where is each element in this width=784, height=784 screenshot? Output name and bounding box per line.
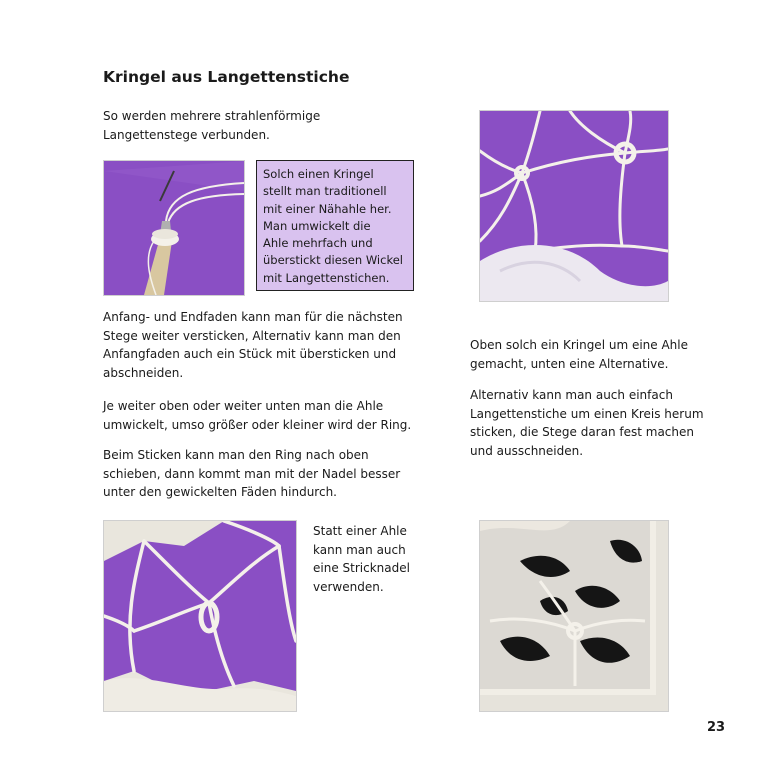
- paragraph-2: Je weiter oben oder weiter unten man die Ahle umwickelt, umso größer oder kleiner wird der Ring.: [103, 399, 412, 432]
- paragraph-3: Beim Sticken kann man den Ring nach oben schieben, dann kommt man mit der Nadel besser unter den gewickelten Fäden hindurch.: [103, 448, 401, 499]
- lace-ring-photo: [479, 110, 669, 302]
- caption-needle: Statt einer Ahle kann man auch eine Stricknadel verwenden.: [313, 524, 410, 594]
- caption-right-top: Oben solch ein Kringel um eine Ahle gemacht, unten eine Alternative.: [470, 338, 688, 371]
- needle-ring-photo: [103, 520, 297, 712]
- callout-box: [256, 160, 414, 291]
- paragraph-1: Anfang- und Endfaden kann man für die nächsten Stege weiter versticken, Alternativ kann man den Anfangfaden auch ein Stück mit übersticken und abschneiden.: [103, 310, 403, 380]
- awl-photo: [103, 160, 245, 296]
- intro-text: So werden mehrere strahlenförmige Langettenstege verbunden.: [103, 109, 321, 142]
- page-title: Kringel aus Langettenstiche: [103, 68, 350, 86]
- page-number: 23: [707, 720, 726, 735]
- caption-right-bottom: Alternativ kann man auch einfach Langettenstiche um einen Kreis herum sticken, die Stege daran fest machen und ausschneiden.: [470, 388, 704, 458]
- lace-corner-photo: [479, 520, 669, 712]
- callout-text: Solch einen Kringel stellt man traditionell mit einer Nähahle her. Man umwickelt die Ahle mehrfach und überstickt diesen Wickel mit Langettenstichen.: [263, 167, 403, 285]
